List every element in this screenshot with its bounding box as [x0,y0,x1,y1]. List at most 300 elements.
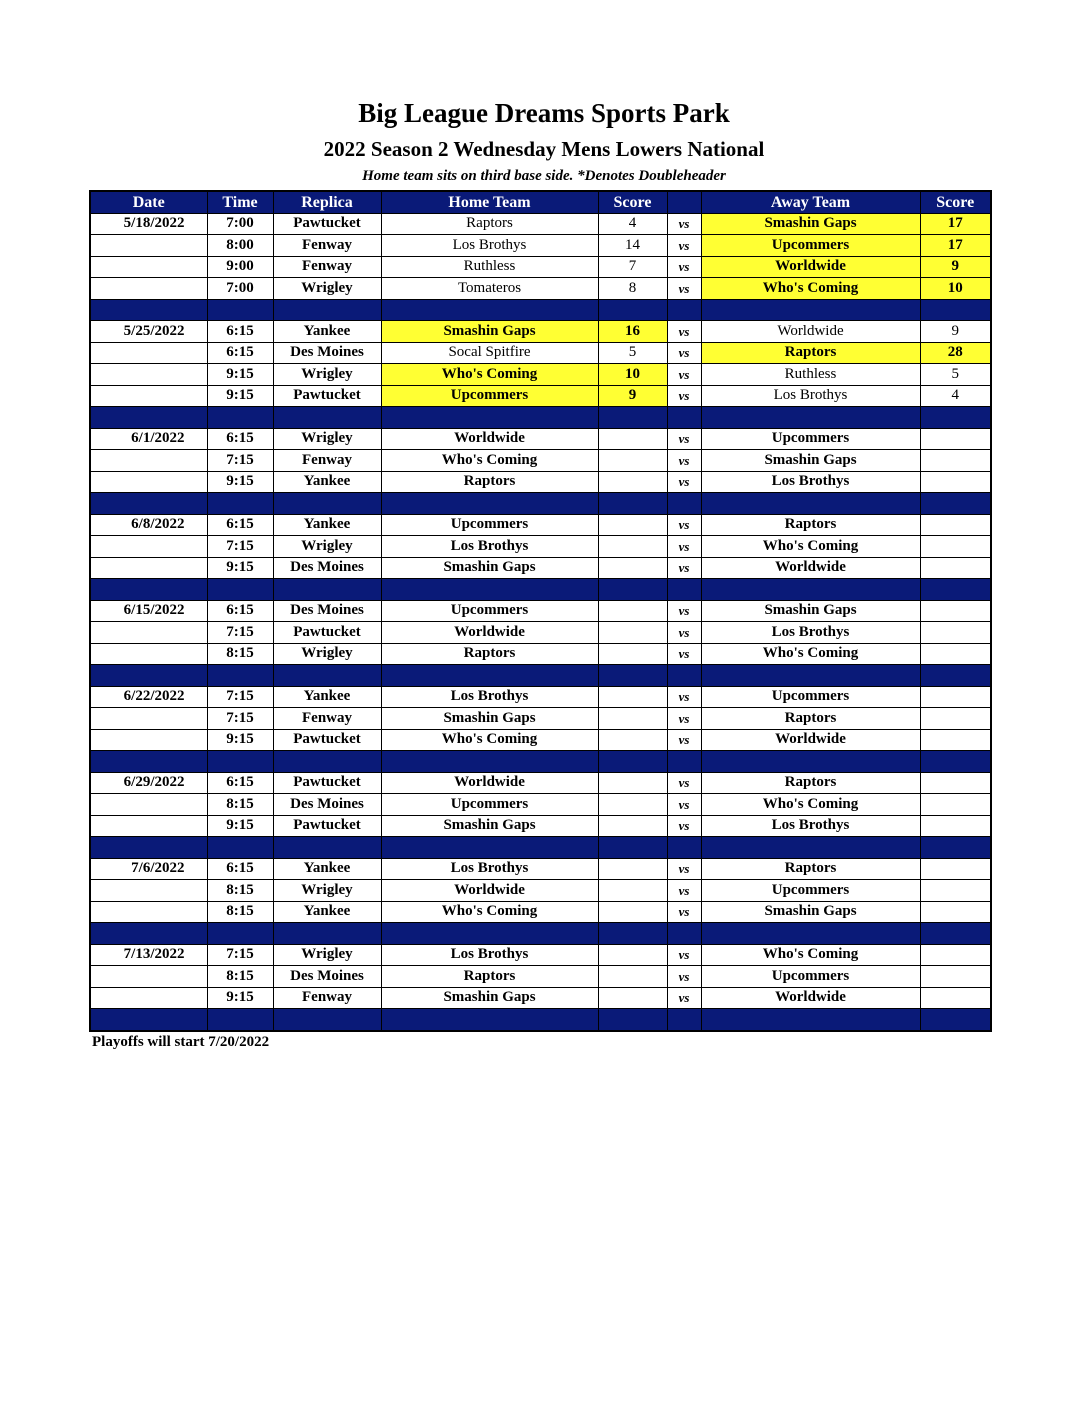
separator-cell [273,665,381,687]
header-time: Time [207,191,273,213]
table-row [90,536,991,558]
game-date [90,278,207,300]
schedule-table [89,190,992,1032]
game-date: 6/22/2022 [90,686,207,708]
away-team: Worldwide [701,557,920,579]
vs-label: vs [667,342,701,364]
week-separator-row [90,407,991,429]
game-replica: Fenway [273,450,381,472]
vs-label: vs [667,471,701,493]
away-score: 9 [920,321,991,343]
separator-cell [667,923,701,945]
away-score [920,815,991,837]
vs-label: vs [667,364,701,386]
home-team: Worldwide [381,622,598,644]
week-separator-row [90,837,991,859]
game-time: 6:15 [207,321,273,343]
header-replica: Replica [273,191,381,213]
game-replica: Pawtucket [273,213,381,235]
separator-cell [667,751,701,773]
separator-cell [920,1009,991,1031]
game-replica: Des Moines [273,342,381,364]
table-row [90,364,991,386]
game-time: 8:00 [207,235,273,257]
week-separator-row [90,923,991,945]
away-team: Worldwide [701,256,920,278]
game-date [90,708,207,730]
away-team: Smashin Gaps [701,213,920,235]
separator-cell [273,837,381,859]
home-score [598,428,667,450]
home-score: 14 [598,235,667,257]
separator-cell [273,751,381,773]
game-time: 8:15 [207,901,273,923]
separator-cell [381,1009,598,1031]
home-team: Los Brothys [381,944,598,966]
game-time: 8:15 [207,966,273,988]
away-team: Raptors [701,772,920,794]
home-score [598,858,667,880]
game-date: 7/13/2022 [90,944,207,966]
game-date [90,815,207,837]
separator-cell [207,579,273,601]
game-time: 7:15 [207,536,273,558]
game-time: 9:15 [207,471,273,493]
game-replica: Yankee [273,321,381,343]
table-row [90,235,991,257]
away-score: 28 [920,342,991,364]
separator-cell [667,665,701,687]
table-row [90,858,991,880]
week-separator-row [90,493,991,515]
vs-label: vs [667,385,701,407]
home-team: Smashin Gaps [381,708,598,730]
home-team: Who's Coming [381,729,598,751]
separator-cell [90,407,207,429]
game-replica: Des Moines [273,966,381,988]
separator-cell [207,665,273,687]
away-team: Raptors [701,708,920,730]
away-score [920,858,991,880]
home-team: Raptors [381,643,598,665]
vs-label: vs [667,278,701,300]
away-score: 17 [920,213,991,235]
header-vs [667,191,701,213]
separator-cell [381,407,598,429]
game-time: 7:15 [207,686,273,708]
game-replica: Pawtucket [273,385,381,407]
vs-label: vs [667,815,701,837]
away-team: Upcommers [701,880,920,902]
separator-cell [381,579,598,601]
game-date [90,557,207,579]
separator-cell [598,751,667,773]
table-row [90,514,991,536]
game-time: 6:15 [207,514,273,536]
home-score [598,901,667,923]
game-date: 5/18/2022 [90,213,207,235]
vs-label: vs [667,256,701,278]
separator-cell [667,579,701,601]
separator-cell [667,299,701,321]
game-replica: Yankee [273,858,381,880]
away-score [920,471,991,493]
separator-cell [701,837,920,859]
away-team: Smashin Gaps [701,901,920,923]
game-time: 6:15 [207,342,273,364]
separator-cell [920,665,991,687]
separator-cell [701,665,920,687]
vs-label: vs [667,428,701,450]
game-time: 9:15 [207,987,273,1009]
home-team: Raptors [381,966,598,988]
separator-cell [90,923,207,945]
separator-cell [701,579,920,601]
week-separator-row [90,579,991,601]
game-date [90,256,207,278]
away-score: 5 [920,364,991,386]
away-score [920,987,991,1009]
home-team: Who's Coming [381,450,598,472]
home-team: Who's Coming [381,364,598,386]
game-time: 8:15 [207,794,273,816]
separator-cell [701,923,920,945]
home-score [598,880,667,902]
table-row [90,815,991,837]
home-score: 16 [598,321,667,343]
separator-cell [598,923,667,945]
separator-cell [701,299,920,321]
home-team: Upcommers [381,514,598,536]
separator-cell [920,837,991,859]
separator-cell [207,407,273,429]
separator-cell [90,493,207,515]
home-score: 10 [598,364,667,386]
separator-cell [701,751,920,773]
separator-cell [90,837,207,859]
game-replica: Pawtucket [273,772,381,794]
separator-cell [598,579,667,601]
table-row [90,708,991,730]
separator-cell [667,1009,701,1031]
home-team: Smashin Gaps [381,557,598,579]
separator-cell [920,579,991,601]
away-team: Upcommers [701,428,920,450]
separator-cell [381,751,598,773]
table-row [90,342,991,364]
separator-cell [90,751,207,773]
vs-label: vs [667,858,701,880]
game-date [90,729,207,751]
game-date [90,880,207,902]
game-time: 9:00 [207,256,273,278]
home-team: Los Brothys [381,686,598,708]
game-replica: Pawtucket [273,815,381,837]
week-separator-row [90,665,991,687]
table-row [90,471,991,493]
game-replica: Yankee [273,471,381,493]
separator-cell [667,493,701,515]
vs-label: vs [667,708,701,730]
away-team: Worldwide [701,729,920,751]
away-team: Upcommers [701,235,920,257]
header-home-score: Score [598,191,667,213]
away-team: Who's Coming [701,643,920,665]
separator-cell [920,493,991,515]
game-date [90,987,207,1009]
away-team: Worldwide [701,987,920,1009]
separator-cell [207,299,273,321]
home-score: 8 [598,278,667,300]
separator-cell [598,299,667,321]
away-score: 9 [920,256,991,278]
game-date [90,450,207,472]
separator-cell [381,665,598,687]
header-away-score: Score [920,191,991,213]
away-team: Upcommers [701,966,920,988]
home-team: Ruthless [381,256,598,278]
home-score [598,815,667,837]
page-title: Big League Dreams Sports Park [358,98,730,128]
table-row [90,966,991,988]
game-replica: Yankee [273,686,381,708]
home-team: Upcommers [381,600,598,622]
game-replica: Wrigley [273,944,381,966]
game-replica: Des Moines [273,557,381,579]
home-score: 5 [598,342,667,364]
game-time: 7:00 [207,213,273,235]
home-team: Los Brothys [381,235,598,257]
separator-cell [701,493,920,515]
table-row [90,880,991,902]
separator-cell [273,923,381,945]
away-team: Ruthless [701,364,920,386]
home-team: Socal Spitfire [381,342,598,364]
away-score [920,708,991,730]
vs-label: vs [667,794,701,816]
vs-label: vs [667,686,701,708]
game-time: 9:15 [207,364,273,386]
separator-cell [273,493,381,515]
table-row [90,321,991,343]
separator-cell [598,837,667,859]
game-date [90,794,207,816]
table-row [90,987,991,1009]
home-team: Smashin Gaps [381,815,598,837]
game-time: 7:15 [207,622,273,644]
vs-label: vs [667,536,701,558]
game-replica: Fenway [273,708,381,730]
away-team: Who's Coming [701,278,920,300]
game-date: 6/15/2022 [90,600,207,622]
away-score: 10 [920,278,991,300]
vs-label: vs [667,966,701,988]
table-row [90,643,991,665]
game-replica: Fenway [273,256,381,278]
separator-cell [920,923,991,945]
game-time: 6:15 [207,428,273,450]
vs-label: vs [667,944,701,966]
header-home-team: Home Team [381,191,598,213]
separator-cell [667,407,701,429]
separator-cell [273,407,381,429]
separator-cell [920,299,991,321]
table-row [90,686,991,708]
schedule-note: Home team sits on third base side. *Denotes Doubleheader [362,168,726,184]
away-team: Worldwide [701,321,920,343]
game-time: 8:15 [207,643,273,665]
away-team: Upcommers [701,686,920,708]
away-team: Who's Coming [701,944,920,966]
away-score [920,944,991,966]
game-date [90,536,207,558]
away-team: Los Brothys [701,385,920,407]
separator-cell [90,1009,207,1031]
home-score [598,557,667,579]
game-date: 6/8/2022 [90,514,207,536]
separator-cell [381,493,598,515]
away-score [920,729,991,751]
separator-cell [920,407,991,429]
table-row [90,772,991,794]
separator-cell [381,923,598,945]
week-separator-row [90,299,991,321]
away-team: Los Brothys [701,471,920,493]
separator-cell [273,579,381,601]
header-row [90,191,991,213]
home-score [598,622,667,644]
home-team: Smashin Gaps [381,987,598,1009]
game-time: 9:15 [207,557,273,579]
game-time: 9:15 [207,815,273,837]
away-score [920,514,991,536]
vs-label: vs [667,622,701,644]
game-time: 7:15 [207,708,273,730]
separator-cell [207,1009,273,1031]
home-team: Los Brothys [381,858,598,880]
game-time: 9:15 [207,385,273,407]
vs-label: vs [667,772,701,794]
schedule-body [90,213,991,1031]
home-score [598,729,667,751]
game-replica: Pawtucket [273,729,381,751]
table-row [90,428,991,450]
vs-label: vs [667,557,701,579]
page-subtitle: 2022 Season 2 Wednesday Mens Lowers National [323,137,765,161]
game-date [90,622,207,644]
home-score [598,772,667,794]
game-date [90,342,207,364]
separator-cell [207,923,273,945]
game-time: 6:15 [207,600,273,622]
away-score: 4 [920,385,991,407]
game-replica: Wrigley [273,643,381,665]
game-replica: Des Moines [273,600,381,622]
separator-cell [273,1009,381,1031]
home-team: Upcommers [381,385,598,407]
separator-cell [598,1009,667,1031]
vs-label: vs [667,643,701,665]
vs-label: vs [667,600,701,622]
week-separator-row [90,1009,991,1031]
game-time: 6:15 [207,772,273,794]
table-row [90,600,991,622]
away-team: Los Brothys [701,622,920,644]
separator-cell [90,579,207,601]
home-score [598,536,667,558]
vs-label: vs [667,901,701,923]
away-team: Smashin Gaps [701,600,920,622]
away-score [920,622,991,644]
away-score: 17 [920,235,991,257]
away-score [920,880,991,902]
away-score [920,966,991,988]
home-score: 7 [598,256,667,278]
away-score [920,686,991,708]
home-score [598,686,667,708]
game-replica: Wrigley [273,364,381,386]
vs-label: vs [667,321,701,343]
away-score [920,450,991,472]
game-date: 6/29/2022 [90,772,207,794]
separator-cell [598,493,667,515]
game-date [90,235,207,257]
away-score [920,428,991,450]
game-time: 7:00 [207,278,273,300]
table-row [90,729,991,751]
away-team: Raptors [701,858,920,880]
separator-cell [667,837,701,859]
game-date [90,901,207,923]
separator-cell [207,751,273,773]
home-team: Tomateros [381,278,598,300]
away-team: Raptors [701,342,920,364]
away-score [920,600,991,622]
game-replica: Pawtucket [273,622,381,644]
away-team: Smashin Gaps [701,450,920,472]
home-team: Worldwide [381,428,598,450]
separator-cell [273,299,381,321]
vs-label: vs [667,450,701,472]
separator-cell [207,837,273,859]
header-away-team: Away Team [701,191,920,213]
away-score [920,557,991,579]
table-row [90,256,991,278]
away-score [920,536,991,558]
home-score [598,944,667,966]
home-score [598,987,667,1009]
home-team: Upcommers [381,794,598,816]
table-row [90,622,991,644]
game-date: 7/6/2022 [90,858,207,880]
game-replica: Wrigley [273,536,381,558]
home-score [598,600,667,622]
header-date: Date [90,191,207,213]
game-replica: Wrigley [273,428,381,450]
home-team: Worldwide [381,880,598,902]
playoffs-note: Playoffs will start 7/20/2022 [92,1034,270,1050]
separator-cell [90,665,207,687]
home-team: Los Brothys [381,536,598,558]
home-score: 4 [598,213,667,235]
game-replica: Wrigley [273,278,381,300]
table-row [90,794,991,816]
game-date [90,966,207,988]
away-score [920,901,991,923]
home-team: Worldwide [381,772,598,794]
table-row [90,901,991,923]
home-score [598,471,667,493]
